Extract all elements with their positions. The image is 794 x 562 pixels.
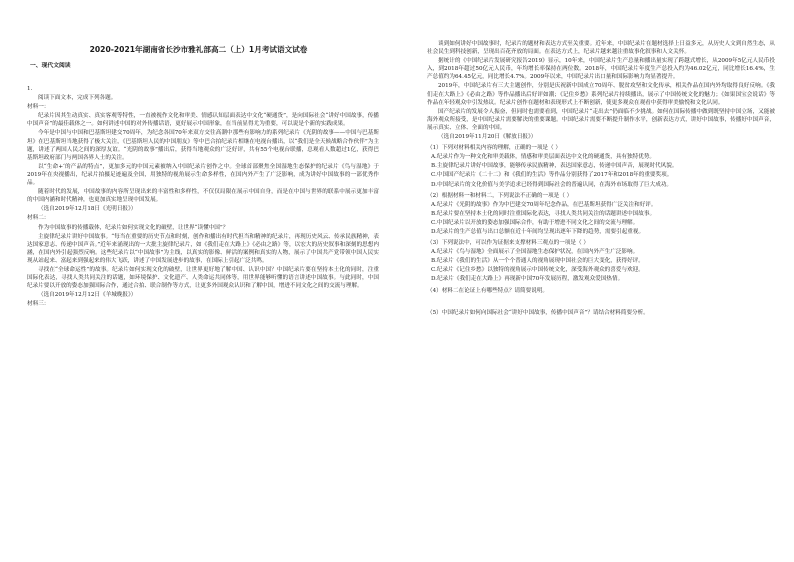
material-3-para: 2019年，中国纪录片有三大主题创作，分别是庆祝新中国成立70周年、脱贫攻坚和文化传承，相关作品在国内外均取得良好反响。《我们走在大路上》《必由之路》等作品播出后好评如潮；《记住乡愁》系列纪录片持续播出，展示了中国传统文化的魅力；《如果国宝会说话》等作品在年轻观众中引发热议。纪录片创作在题材和表现形式上不断创新，使更多观众在观看中获得审美愉悦和文化认同。 xyxy=(427,83,775,106)
material-3-para: 谈到如何讲好中国故事时，纪录片的题材和表达方式至关重要。近年来，中国纪录片在题材选择上日益多元，从历史人文到自然生态，从社会民生到科技创新，呈现出百花齐放的局面。在表达方式上，纪录片越来越注重故事化叙事和人文关怀。 xyxy=(427,41,775,56)
material-3-para: 国产纪录片的发展令人振奋，但同时也需要看到，中国纪录片“走出去”仍面临不少挑战。如何在国际传播中做到既坚持中国立场，又能被海外观众所接受，是中国纪录片需要解决的重要课题。中国纪录片需要不断提升制作水平，创新表达方式，讲好中国故事，传播好中国声音，展示真实、立体、全面的中国。 xyxy=(427,108,775,131)
question-1-option-b: B.主旋律纪录片讲好中国故事，能够传承民族精神，表达国家意志，传递中国声音，展现时代风貌。 xyxy=(431,163,678,170)
question-number: 1. xyxy=(27,86,33,92)
material-2-para: 寻找在“全球命运性”的故事。纪录片如何实现文化的破壁，让世界更好地了解中国、认识中国？中国纪录片要在坚持本土化的同时，注重国际化表达，寻找人类共同关注的话题，如环境保护、文化遗产、人类命运共同体等，用世界能够听懂的语言讲述中国故事。与此同时，中国纪录片要以开放的姿态加强国际合作，通过合拍、联合制作等方式，让更多外国观众认识和了解中国，增进不同文化之间的交流与理解。 xyxy=(27,266,379,290)
material-1-para: 随着时代的发展，中国故事的内容所呈现出来的丰富性和多样性，不仅仅局限在展示中国自身，而是在中国与世界的联系中展示更加丰富的中国内涵和时代精神，也更加真实地呈现中国发展。 xyxy=(27,189,379,204)
question-3-option-a: A.纪录片《鸟与湿地》全面展示了全国湿地生态保护状况，在国内外产生广泛影响。 xyxy=(431,249,639,256)
question-4: （4）材料二在论证上有哪些特点？请简要说明。 xyxy=(427,287,549,294)
question-5: （5）中国纪录片如何向国际社会“讲好中国故事，传播中国声音”？请结合材料简要分析。 xyxy=(427,309,649,316)
question-1-option-a: A.纪录片作为一种文化和审美载体，情感和审美层面表达中文化的硬通货，具有独特优势。 xyxy=(431,154,655,161)
material-3-source: （选自2019年11月20日《解放日报》） xyxy=(438,134,537,141)
question-3-option-d: D.纪录片《我们走在大路上》再现新中国70年发展历程，激发观众爱国热情。 xyxy=(431,276,624,283)
question-1-option-d: D.中国纪录片的文化价值与美学追求已经得到国际社会的普遍认同，在海外市场取得了巨大成功。 xyxy=(431,181,673,188)
question-1: （1）下列对材料相关内容的理解，正确的一项是（ ） xyxy=(427,145,561,152)
material-3-para: 据统计的《中国纪录片发展研究报告2019》显示，10年来，中国纪录片生产总量和播出量实现了跨越式增长，从2009年5亿元人民币投入，到2018年超过50亿元人民币，年均增长率保持在两位数。2018年，中国纪录片年度生产总投入约为46.02亿元，同比增长16.4%，生产总值约为64.45亿元，同比增长4.7%。2009年以来，中国纪录片出口量和国际影响力均显著提升。 xyxy=(427,58,775,81)
material-2-para: 作为中国故事的传播载体，纪录片如何实现文化的破壁，让世界“读懂中国”？ xyxy=(38,224,229,231)
right-column xyxy=(427,40,775,318)
question-1-option-c: C.中国国产纪录片《二十二》和《我们的生活》等作品分别获得了2017年和2018年的重要奖项。 xyxy=(431,172,673,179)
material-1-para: 纪录片因其生动真实、真实客观等特性，一直被视作文化和审美、情感认知层面表达中文化“硬通货”，是向国际社会“讲好中国故事，传播中国声音”的最佳载体之一。如何讲述中国的对外传播话语，更好展示中国形象，在当前显得尤为重要，可以说是个新的实践成果。 xyxy=(27,113,379,128)
question-3-option-c: C.纪录片《记住乡愁》以独特的视角展示中国传统文化，深受海外观众的喜爱与欢迎。 xyxy=(431,267,644,274)
material-1-para: 以“生命+‘的产品的特点”，更加多元的中国元素被纳入中国纪录片创作之中。全球首部聚焦全国湿地生态保护的纪录片《鸟与湿地》于2019年在央视播出，纪录片拍摄足迹遍及全国，用独特的视角展示生命多样性，在国内外产生了广泛影响，成为讲好中国故事的一部优秀作品。 xyxy=(27,163,379,187)
material-2-label: 材料二： xyxy=(27,215,50,222)
question-3: （3）下列说法中，可以作为证据来支撑材料三观点的一项是（ ） xyxy=(427,240,589,247)
material-1-label: 材料一： xyxy=(27,104,50,111)
question-2-option-d: D.纪录片的生产总值与出口总额在近十年间均呈现出逐年下降的趋势，需要引起重视。 xyxy=(431,228,645,235)
material-2-para: 主旋律纪录片讲好中国故事。“每当在重要的历史节点和时刻，创作和播出有时代担当和精神的纪录片，再现历史风云、传承民族精神，表达国家意志、传递中国声音。”近年来涌现出的一大批主旋律纪录片，如《我们走在大路上》《必由之路》等，以宏大的历史叙事和深刻的思想内涵，在国内外引起强烈反响。这些纪录片以“中国故事”为主线，以真实的影像、鲜活的案例和真实的人物，展示了中国共产党带领中国人民实现从站起来、富起来到强起来的伟大飞跃，讲述了中国发展进步的故事，在国际上引起广泛共鸣。 xyxy=(27,233,379,264)
question-3-option-b: B.纪录片《我们的生活》从一个个普通人的视角展现中国社会的巨大变化，获得好评。 xyxy=(431,258,644,265)
answer-space xyxy=(427,296,775,306)
instructions: 阅读下面文本，完成下列各题。 xyxy=(38,95,117,102)
section-heading: 一、现代文阅读 xyxy=(30,63,71,69)
question-2: （2）根据材料一和材料二，下列说法不正确的一项是（ ） xyxy=(427,192,573,199)
material-2-source: （选自2019年12月12日《羊城晚报》） xyxy=(38,292,137,299)
material-1-para: 今年是中国与中国和巴基斯坦建交70周年，为纪念各国70年来双方交往高潮中那些有影响力的系列纪录片《光阴的故事——中国与巴基斯坦》在巴基斯坦当地获得了极大关注，《巴基斯坦人民的中国朋友》等中巴合拍纪录片相继在电视台播出，以“我们是全天候战略合作伙伴”为主题，讲述了两国人民之间的深厚友谊。“光阴的故事”播出后，获得当地观众的广泛好评，共有55个电视台联播，总观看人数超过1亿，获得巴基斯坦政府部门与两国各界人士的关注。 xyxy=(27,130,379,161)
question-2-option-b: B.纪录片要在坚持本土化的同时注重国际化表达，寻找人类共同关注的话题讲述中国故事。 xyxy=(431,210,656,217)
page-title: 2020-2021年湖南省长沙市雅礼部高二（上）1月考试语文试卷 xyxy=(89,45,308,54)
question-2-option-a: A.纪录片《光阴的故事》作为中巴建交70周年纪念作品，在巴基斯坦获得广泛关注和好评。 xyxy=(431,201,657,208)
question-2-option-c: C.中国纪录片以开放的姿态加强国际合作，有助于增进不同文化之间的交流与理解。 xyxy=(431,219,639,226)
material-1-source: （选自2019年12月18日《光明日报》） xyxy=(38,206,137,213)
left-column xyxy=(27,85,379,309)
material-3-label: 材料三： xyxy=(27,301,50,308)
